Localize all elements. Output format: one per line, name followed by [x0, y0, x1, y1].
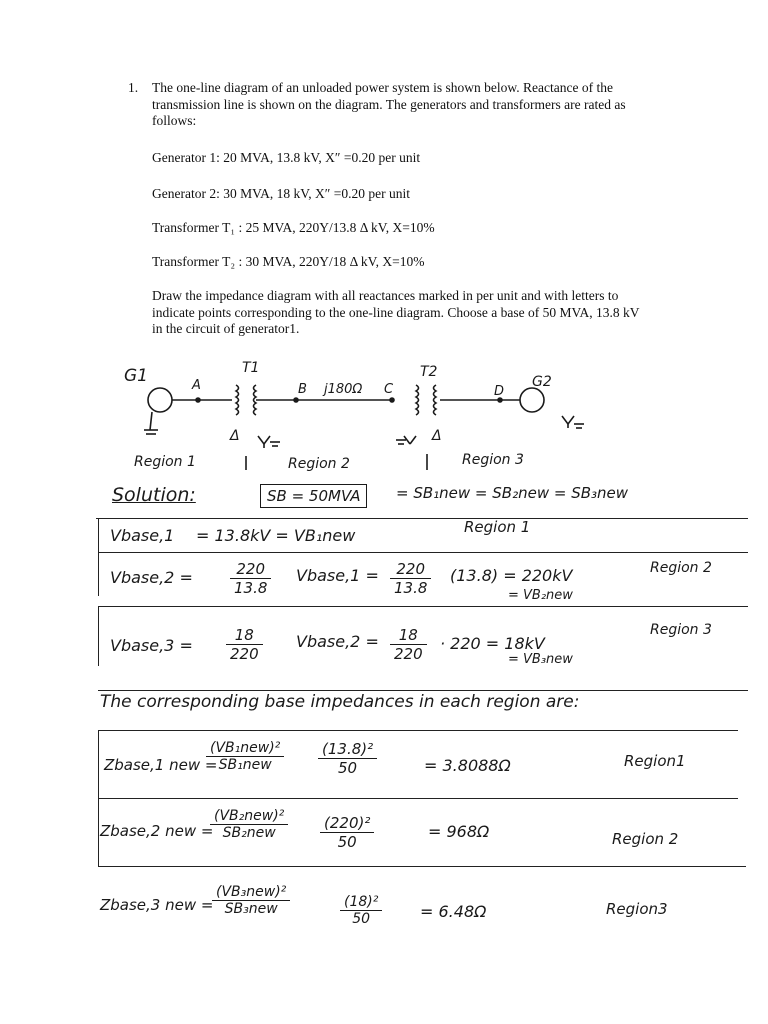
point-c-label: C [384, 382, 394, 397]
z-base-3-result: = 6.48Ω [420, 902, 487, 921]
point-b-label: B [298, 382, 307, 397]
divider-line [98, 606, 748, 607]
g2-label: G2 [532, 374, 552, 390]
fraction-denominator: 13.8 [394, 579, 428, 597]
fraction-numerator: 220 [230, 560, 271, 579]
point-d-label: D [494, 384, 505, 399]
vbase-2-ratio [230, 560, 271, 597]
fraction-numerator: (220)² [320, 814, 374, 833]
vbase-1-region: Region 1 [464, 518, 531, 536]
fraction-numerator: (13.8)² [318, 740, 377, 759]
vbase-2-lhs: Vbase,2 = [110, 568, 193, 587]
vbase-2-new: = VB₂new [508, 588, 573, 603]
z-base-2-lhs: Zbase,2 new = [100, 822, 214, 840]
transformer-2-spec: Transformer T₂ : 30 MVA, 220Y/18 Δ kV, X=10% [152, 254, 425, 269]
fraction-denominator: 220 [230, 645, 259, 663]
fraction-denominator: 13.8 [234, 579, 268, 597]
fraction-denominator: 50 [338, 759, 358, 777]
vbase-2-region: Region 2 [650, 560, 712, 576]
base-power-box: SB = 50MVA [260, 484, 367, 508]
z-base-1-lhs: Zbase,1 new = [104, 756, 218, 774]
z-base-1-result: = 3.8088Ω [424, 756, 511, 775]
z-base-1-formula [206, 740, 284, 773]
vbase-1-lhs: Vbase,1 [110, 526, 175, 545]
vbase-2-result: (13.8) = 220kV [450, 566, 573, 585]
divider-line [98, 798, 738, 799]
fraction-numerator: 18 [390, 626, 427, 645]
fraction-numerator: (18)² [340, 894, 382, 911]
vbase-1-equation: = 13.8kV = VB₁new [196, 526, 356, 545]
region-3-label: Region 3 [462, 452, 524, 468]
point-a-label: A [192, 378, 201, 393]
t2-delta-label: Δ [432, 428, 442, 444]
divider-line [98, 552, 748, 553]
generator-2-spec: Generator 2: 30 MVA, 18 kV, X″ =0.20 per unit [152, 186, 410, 201]
divider-line [98, 866, 746, 867]
divider-line [98, 730, 738, 731]
problem-number: 1. [128, 80, 139, 95]
fraction-denominator: SB₂new [222, 825, 276, 841]
fraction-denominator: SB₁new [218, 757, 272, 773]
fraction-denominator: 50 [352, 911, 371, 927]
t2-label: T2 [420, 364, 438, 380]
impedance-heading: The corresponding base impedances in each region are: [100, 692, 580, 712]
vbase-3-lhs: Vbase,3 = [110, 636, 193, 655]
z-base-3-lhs: Zbase,3 new = [100, 896, 214, 914]
region-1-label: Region 1 [134, 454, 196, 470]
divider-line [98, 606, 99, 666]
z-base-2-region: Region 2 [612, 830, 679, 848]
fraction-numerator: 220 [390, 560, 431, 579]
z-base-3-region: Region3 [606, 900, 668, 918]
transformer-1-spec: Transformer T₁ : 25 MVA, 220Y/13.8 Δ kV, X=10% [152, 220, 435, 235]
vbase-3-ratio-2 [390, 626, 427, 663]
solution-label: Solution: [112, 484, 196, 506]
vbase-3-middle: Vbase,2 = [296, 632, 379, 651]
divider-line [98, 518, 99, 554]
vbase-2-ratio-2 [390, 560, 431, 597]
g1-label: G1 [124, 366, 148, 386]
z-base-2-values [320, 814, 374, 851]
line-reactance-label: j180Ω [324, 382, 363, 397]
fraction-denominator: 220 [394, 645, 423, 663]
vbase-3-region: Region 3 [650, 622, 712, 638]
t1-label: T1 [242, 360, 260, 376]
z-base-2-result: = 968Ω [428, 822, 490, 841]
region-2-label: Region 2 [288, 456, 350, 472]
fraction-numerator: 18 [226, 626, 263, 645]
problem-instruction: Draw the impedance diagram with all reactances marked in per unit and with letters to indicate points corresponding to the one-line diagram. Choose a base of 50 MVA, 13.8 kV in the circuit of generator1. [152, 288, 640, 336]
fraction-numerator: (VB₂new)² [210, 808, 288, 825]
base-power-equivalence: = SB₁new = SB₂new = SB₃new [396, 484, 629, 502]
problem-intro: The one-line diagram of an unloaded power system is shown below. Reactance of the transmission line is shown on the diagram. The generators and transformers are rated as follows: [152, 80, 626, 128]
vbase-3-ratio [226, 626, 263, 663]
divider-line [98, 552, 99, 596]
divider-line [98, 730, 99, 800]
fraction-denominator: SB₃new [224, 901, 278, 917]
divider-line [96, 518, 748, 519]
t1-delta-label: Δ [230, 428, 240, 444]
vbase-3-result: · 220 = 18kV [440, 634, 545, 653]
z-base-3-values [340, 894, 382, 927]
z-base-1-region: Region1 [624, 752, 686, 770]
vbase-2-middle: Vbase,1 = [296, 566, 379, 585]
vbase-3-new: = VB₃new [508, 652, 573, 667]
fraction-denominator: 50 [337, 833, 357, 851]
z-base-2-formula [210, 808, 288, 841]
generator-1-spec: Generator 1: 20 MVA, 13.8 kV, X″ =0.20 per unit [152, 150, 421, 165]
fraction-numerator: (VB₃new)² [212, 884, 290, 901]
z-base-1-values [318, 740, 377, 777]
fraction-numerator: (VB₁new)² [206, 740, 284, 757]
z-base-3-formula [212, 884, 290, 917]
